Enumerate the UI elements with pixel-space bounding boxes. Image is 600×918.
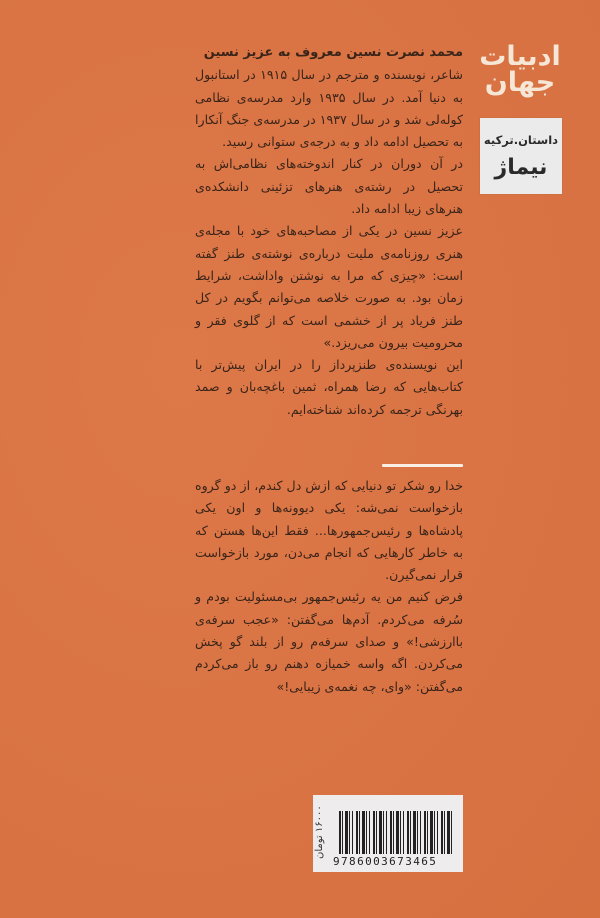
genre-label: داستان.ترکیه <box>483 133 559 147</box>
series-logo-line1: ادبیات <box>479 41 561 72</box>
isbn-number: 9786003673465 <box>333 855 438 868</box>
section-divider <box>382 464 463 467</box>
publisher-box <box>480 118 562 194</box>
book-excerpt <box>195 475 463 698</box>
author-title: محمد نصرت نسین معروف به عزیز نسین <box>203 45 463 60</box>
bio-paragraph: این نویسنده‌ی طنزپرداز را در ایران پیش‌تر با کتاب‌هایی که رضا همراه، ثمین باغچه‌بان و صمد بهرنگی ترجمه کرده‌اند شناخته‌ایم. <box>195 357 463 417</box>
price-label: ۱۶۰۰۰ تومان <box>314 805 325 859</box>
author-bio <box>195 42 463 421</box>
barcode-icon <box>339 811 453 854</box>
excerpt-paragraph: خدا رو شکر تو دنیایی که ازش دل کندم، از دو گروه بازخواست نمی‌شه: یکی دیوونه‌ها و اون یکی پادشاه‌ها و رئیس‌جمهورها... فقط این‌ها هستن که به خاطر کارهایی که انجام می‌دن، مورد بازخواست قرار نمی‌گیرن. <box>195 478 463 583</box>
series-logo-line2: جهان <box>484 67 556 98</box>
bio-paragraph: شاعر، نویسنده و مترجم در سال ۱۹۱۵ در استانبول به دنیا آمد. در سال ۱۹۳۵ وارد مدرسه‌ی نظامی کوله‌لی شد و در سال ۱۹۳۷ در مدرسه‌ی جنگ آنکارا به تحصیل ادامه داد و به درجه‌ی ستوانی رسید. <box>195 67 463 150</box>
bio-paragraph: عزیز نسین در یکی از مصاحبه‌های خود با مجله‌ی هنری روزنامه‌ی ملیت درباره‌ی نوشته‌ی طنز گفته است: «چیزی که مرا به نوشتن واداشت، شرایط زمان بود. به صورت خلاصه می‌توانم بگویم در کل طنز فریاد پر از خشمی است که از گلوی فقر و محرومیت بیرون می‌ریزد.» <box>195 223 463 350</box>
excerpt-paragraph: فرض کنیم من یه رئیس‌جمهور بی‌مسئولیت بودم و سُرفه می‌کردم. آدم‌ها می‌گفتن: «عجب سرفه‌ی باارزشی!» و صدای سرفه‌م رو از بلند گو پخش می‌کردن. اگه واسه خمیازه دهنم رو باز می‌کردم می‌گفتن: «وای، چه نغمه‌ی زیبایی!» <box>195 589 463 694</box>
series-logo <box>478 41 562 98</box>
barcode-box <box>313 795 463 872</box>
bio-paragraph: در آن دوران در کنار اندوخته‌های نظامی‌اش به تحصیل در رشته‌ی هنرهای تزئینی دانشکده‌ی هنرهای زیبا ادامه داد. <box>195 156 463 217</box>
publisher-logo: نیماژ <box>494 155 548 180</box>
